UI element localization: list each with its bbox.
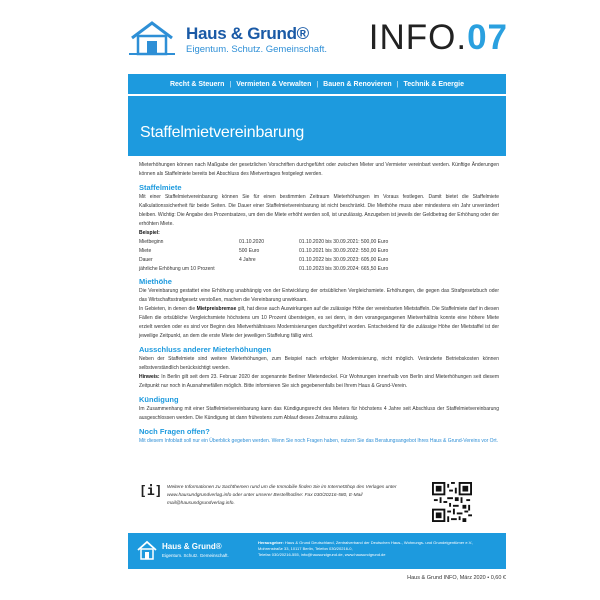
info-icon: [i] — [139, 484, 163, 499]
more-info-text[interactable]: Weitere Informationen zu Sachthemen rund um die Immobilie finden Sie im InternetShop des Verlages unter www.hausundgrundverlag.info oder unter unserer Bestellhotline: Fax 030/20216-580, E-Mail mail@hausundgrundverlag.info. — [167, 485, 397, 506]
info-label: INFO. — [368, 18, 468, 57]
page-title: Staffelmietvereinbarung — [140, 124, 305, 141]
nav-item-recht[interactable]: Recht & Steuern — [169, 80, 225, 88]
section-heading-ausschluss: Ausschluss anderer Mieterhöhungen — [139, 345, 272, 354]
article-body — [139, 161, 499, 450]
nav-item-bauen[interactable]: Bauen & Renovieren — [323, 80, 392, 88]
info-number — [369, 18, 508, 58]
brand-name: Haus & Grund® — [186, 24, 309, 43]
section-heading-miethoehe: Miethöhe — [139, 277, 172, 286]
section-heading-staffelmiete: Staffelmiete — [139, 183, 182, 192]
intro-text: Mieterhöhungen können nach Maßgabe der gesetzlichen Vorschriften durchgeführt oder zwischen Mieter und Vermieter vereinbart werden. Künftige Änderungen können als Staffelmiete bereits bei Abschluss des Mietvertrages festgelegt werden. — [139, 162, 499, 177]
questions-box — [139, 427, 499, 446]
nav-separator: | — [396, 80, 399, 88]
header — [128, 18, 508, 68]
nav-separator: | — [229, 80, 232, 88]
staffelmiete-text: Mit einer Staffelmietvereinbarung können Sie für einen bestimmten Zeitraum Mieterhöhungen im Voraus festlegen. Damit bietet die Staffelmiete Kalkulationssicherheit für beide Seiten. Die Dauer einer Staffelmietvereinbarung ist nicht beschränkt. Die Miethöhe muss aber mindestens ein Jahr unverändert bleiben. Wichtig: Die Angabe des Prozentsatzes, um den die Miete erhöht werden soll, ist unzulässig. Anzugeben ist jeweils der Geldbetrag der Erhöhung oder der erhöhten Miete. — [139, 194, 499, 227]
table-row: jährliche Erhöhung um 10 Prozent 01.10.2023 bis 30.09.2024: 665,50 Euro — [139, 266, 389, 272]
house-logo-icon — [128, 20, 176, 56]
nav-item-technik[interactable]: Technik & Energie — [403, 80, 465, 88]
brand-tagline: Eigentum. Schutz. Gemeinschaft. — [186, 44, 327, 55]
table-row: Mietbeginn 01.10.2020 01.10.2020 bis 30.09.2021: 500,00 Euro — [139, 239, 389, 245]
qr-code-icon[interactable] — [432, 482, 472, 522]
table-row: Miete 500 Euro 01.10.2021 bis 30.09.2022: 550,00 Euro — [139, 248, 389, 254]
example-table — [139, 238, 499, 274]
footer-banner — [128, 533, 506, 569]
table-row: Dauer 4 Jahre 01.10.2022 bis 30.09.2023: 605,00 Euro — [139, 257, 389, 263]
edition-info: Haus & Grund INFO, März 2020 • 0,60 € — [407, 575, 506, 581]
info-number-value: 07 — [467, 18, 508, 57]
footer-contact[interactable]: Telefax 030/20216-555, info@hausundgrund.de, www.hausundgrund.de — [258, 552, 386, 558]
section-heading-kuendigung: Kündigung — [139, 395, 179, 404]
nav-item-vermieten[interactable]: Vermieten & Verwalten — [236, 80, 312, 88]
house-logo-icon — [136, 540, 158, 560]
footer-brand: Haus & Grund® — [162, 542, 222, 551]
miethoehe-text-1: Die Vereinbarung gestattet eine Erhöhung unabhängig von der Entwicklung der ortsüblichen Vergleichsmiete. Erhöhungen, die gegen das Strafgesetzbuch oder das Wirtschaftsstrafgesetz verstoßen, machen die Vereinbarung unwirksam. — [139, 288, 499, 303]
nav-separator: | — [316, 80, 319, 88]
category-nav — [128, 74, 506, 94]
footer-publisher: Herausgeber: Haus & Grund Deutschland, Zentralverband der Deutschen Haus-, Wohnungs- und Grundeigentümer e.V., Mohrenstraße 33, 10117 Berlin, Telefon 030/20216-0, Telefax 030/20216-555, info@hausundgrund.de, www.hausundgrund.de — [258, 540, 474, 558]
example-label: Beispiel: — [139, 230, 160, 236]
section-heading-fragen: Noch Fragen offen? — [139, 427, 210, 436]
footer-tagline: Eigentum. Schutz. Gemeinschaft. — [162, 553, 229, 558]
title-banner — [128, 96, 506, 156]
ausschluss-hint: Hinweis: In Berlin gilt seit dem 23. Februar 2020 der sogenannte Berliner Mietendeckel. Für Wohnungen innerhalb von Berlin sind Mieterhöhungen seit diesem Zeitpunkt nur noch in Ausnahmefällen möglich. Bitte informieren Sie sich gegebenenfalls bei Ihrem Haus & Grund-Verein. — [139, 374, 499, 389]
miethoehe-text-2: In Gebieten, in denen die Mietpreisbremse gilt, hat diese auch Auswirkungen auf die zulässige Höhe der vereinbarten Mietstaffeln. Die Staffelmiete darf in diesen Fällen die ortsübliche Vergleichsmiete höchstens um 10 Prozent übersteigen, es sei denn, in den vorangegangenen Mietverhältnis konnte eine höhere Miete erzielt werden oder es sind vor Beginn des Mietverhältnisses Modernisierungen durchgeführt worden. Entscheidend für die zulässige Höhe der Mietstaffel ist der jeweilige Zeitpunkt, an dem die erste Miete der jeweiligen Staffelung fällig wird. — [139, 306, 500, 339]
ausschluss-text: Neben der Staffelmiete sind weitere Mieterhöhungen, zum Beispiel nach erfolgter Modernisierung, nicht möglich. Veränderte Betriebskosten können selbstverständlich berücksichtigt werden. — [139, 356, 499, 371]
more-info — [139, 484, 429, 508]
kuendigung-text: Im Zusammenhang mit einer Staffelmietvereinbarung kann das Kündigungsrecht des Mieters für höchstens 4 Jahre seit Abschluss der Staffelmietvereinbarung ausgeschlossen werden. Die Kündigung ist dann frühestens zum Ablauf dieses Zeitraums zulässig. — [139, 406, 499, 421]
fragen-text: Mit diesem Infoblatt soll nur ein Überblick gegeben werden. Wenn Sie noch Fragen haben, nutzen Sie das Beratungsangebot Ihres Haus & Grund-Vereins vor Ort. — [139, 438, 499, 444]
